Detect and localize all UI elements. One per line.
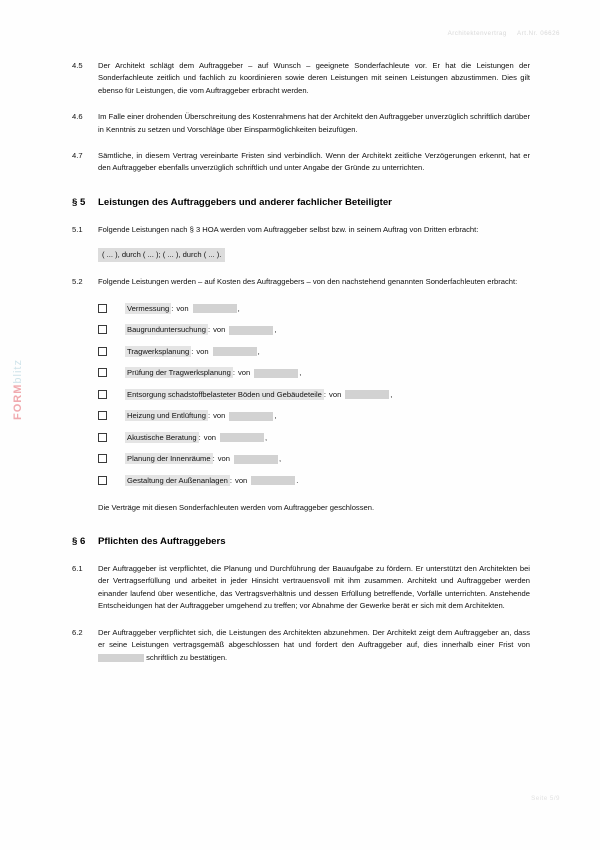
clause-4-7: [72, 150, 530, 175]
clause-number: 5.1: [72, 224, 83, 234]
option-trailing: ,: [265, 432, 268, 442]
clause-text: Im Falle einer drohenden Überschreitung des Kostenrahmens hat der Architekt den Auftraggeber unverzüglich schriftlich darüber in Kenntnis zu setzen und Vorschläge über Einsparmöglichkeiten beizufügen.: [98, 112, 530, 134]
list-item[interactable]: [98, 367, 530, 378]
list-item[interactable]: [98, 475, 530, 486]
option-value-field[interactable]: [220, 433, 264, 442]
header-doc-title: Architektenvertrag: [447, 30, 507, 37]
section-5-closing-note: Die Verträge mit diesen Sonderfachleuten werden vom Auftraggeber geschlossen.: [98, 502, 375, 512]
option-value-field[interactable]: [193, 304, 237, 313]
option-connector: von: [235, 475, 248, 485]
page-number: Seite 5/9: [531, 795, 560, 802]
watermark-brand-bold: FORM: [12, 383, 24, 420]
clause-6-1: [72, 563, 530, 613]
clause-text: Sämtliche, in diesem Vertrag vereinbarte Fristen sind verbindlich. Wenn der Architekt zeitliche Verzögerungen erkennt, hat er den Auftraggeber ebenfalls unverzüglich schriftlich und unter Angabe der Gründe zu unterrichten.: [98, 151, 530, 173]
option-value-field[interactable]: [234, 455, 278, 464]
clause-number: 4.7: [72, 151, 83, 161]
document-header: [448, 30, 560, 37]
list-item[interactable]: [98, 303, 530, 314]
specialist-services-list: [98, 303, 530, 486]
list-item[interactable]: [98, 432, 530, 443]
option-text: Tragwerksplanung : von ,: [127, 346, 260, 356]
list-item[interactable]: [98, 324, 530, 335]
clause-5-1: [72, 224, 530, 236]
option-trailing: ,: [390, 389, 393, 399]
option-value-field[interactable]: [251, 476, 295, 485]
clause-text: [98, 627, 530, 664]
document-content: [72, 60, 530, 678]
checkbox-icon[interactable]: [98, 390, 107, 399]
clause-text: Folgende Leistungen nach § 3 HOA werden vom Auftraggeber selbst bzw. in seinem Auftrag von Dritten erbracht:: [98, 224, 479, 234]
clause-number: 4.5: [72, 61, 83, 70]
option-label: Gestaltung der Außenanlagen: [127, 475, 228, 485]
section-sign: § 6: [72, 536, 86, 548]
clause-number: 6.1: [72, 564, 83, 574]
option-connector: von: [237, 368, 251, 378]
option-label: Vermessung: [127, 303, 170, 313]
option-trailing: ,: [299, 368, 302, 378]
option-text: Vermessung : von ,: [127, 303, 240, 313]
checkbox-icon[interactable]: [98, 411, 107, 420]
option-text: Heizung und Entlüftung : von ,: [127, 411, 277, 421]
clause-text-before: Der Auftraggeber verpflichtet sich, die Leistungen des Architekten abzunehmen. Der Architekt zeigt dem Auftraggeber an, dass er seine Leistungen vertragsgemäß abgeschlossen hat und fordert den Auftraggeber auf, dies innerhalb einer Frist von: [98, 627, 530, 650]
option-text: Prüfung der Tragwerksplanung : von ,: [127, 368, 302, 378]
section-heading-5: [72, 197, 530, 208]
option-text: Akustische Beratung : von ,: [127, 432, 268, 442]
option-value-field[interactable]: [254, 369, 298, 378]
option-value-field[interactable]: [345, 390, 389, 399]
option-connector: von: [329, 389, 342, 399]
list-item[interactable]: [98, 346, 530, 357]
option-trailing: ,: [257, 346, 260, 356]
checkbox-icon[interactable]: [98, 476, 107, 485]
option-trailing: .: [296, 475, 299, 485]
checkbox-icon[interactable]: [98, 433, 107, 442]
option-text: Planung der Innenräume : von ,: [127, 454, 282, 464]
checkbox-icon[interactable]: [98, 325, 107, 334]
clause-5-2: [72, 276, 530, 288]
list-item[interactable]: [98, 410, 530, 421]
option-connector: von: [196, 346, 209, 356]
header-article-number: Art.Nr. 06626: [517, 30, 560, 37]
option-connector: von: [217, 454, 230, 464]
option-text: Baugrunduntersuchung : von ,: [127, 325, 277, 335]
list-item[interactable]: [98, 453, 530, 464]
option-trailing: ,: [274, 325, 277, 335]
option-label: Prüfung der Tragwerksplanung: [127, 368, 231, 378]
option-label: Baugrunduntersuchung: [127, 325, 206, 335]
clause-5-1-field-row: [98, 244, 530, 262]
parties-field[interactable]: ( ... ), durch ( ... ); ( ... ), durch ( ... ).: [98, 248, 225, 262]
section-heading-6: [72, 536, 530, 547]
clause-text-after: schriftlich zu bestätigen.: [146, 652, 228, 662]
option-value-field[interactable]: [229, 412, 273, 421]
checkbox-icon[interactable]: [98, 454, 107, 463]
brand-watermark: [12, 359, 24, 420]
option-label: Planung der Innenräume: [127, 454, 211, 464]
checkbox-icon[interactable]: [98, 304, 107, 313]
section-title: Leistungen des Auftraggebers und anderer fachlicher Beteiligter: [98, 196, 392, 208]
option-label: Entsorgung schadstoffbelasteter Böden und Gebäudeteile: [127, 389, 322, 399]
option-connector: von: [203, 432, 217, 442]
option-label: Tragwerksplanung: [127, 346, 190, 356]
clause-text: Der Architekt schlägt dem Auftraggeber – auf Wunsch – geeignete Sonderfachleute vor. Er hat die Leistungen der Sonderfachleute zeitlich und fachlich zu koordinieren sowie deren Leistungen mit seinen Leistungen abzustimmen. Dies gilt ebenso für Leistungen, die vom Auftraggeber erbracht werden.: [98, 61, 530, 95]
clause-number: 4.6: [72, 112, 83, 122]
clause-4-6: [72, 111, 530, 136]
option-text: Gestaltung der Außenanlagen : von .: [127, 475, 299, 485]
option-value-field[interactable]: [213, 347, 257, 356]
option-text: Entsorgung schadstoffbelasteter Böden und Gebäudeteile : von ,: [127, 389, 393, 399]
option-label: Heizung und Entlüftung: [127, 411, 206, 421]
option-connector: von: [213, 325, 226, 335]
option-value-field[interactable]: [229, 326, 273, 335]
clause-text: Folgende Leistungen werden – auf Kosten des Auftraggebers – von den nachstehend genannten Sonderfachleuten erbracht:: [98, 277, 518, 287]
list-item[interactable]: [98, 389, 530, 400]
option-trailing: ,: [278, 454, 282, 464]
option-label: Akustische Beratung: [127, 432, 197, 442]
clause-4-5: [72, 60, 530, 97]
option-trailing: ,: [237, 303, 240, 313]
option-connector: von: [176, 303, 189, 313]
section-title: Pflichten des Auftraggebers: [98, 536, 226, 548]
clause-number: 6.2: [72, 627, 83, 637]
option-trailing: ,: [274, 411, 277, 421]
clause-number: 5.2: [72, 277, 83, 287]
option-connector: von: [213, 411, 226, 421]
checkbox-icon[interactable]: [98, 368, 107, 377]
checkbox-icon[interactable]: [98, 347, 107, 356]
deadline-field[interactable]: [98, 654, 144, 662]
clause-text: Der Auftraggeber ist verpflichtet, die Planung und Durchführung der Bauaufgabe zu fördern. Er unterstützt den Architekten bei der Vertragserfüllung und arbeitet in jeder Hinsicht vertrauensvoll mit ihm zusammen. Architekt und Auftraggeber werden einander laufend über wesentliche, das Vertragsverhältnis und dessen Erfüllung betreffende, Vorfälle unterrichten. Anstehende Entscheidungen hat der Auftraggeber umgehend zu treffen; vor Abnahme der Gewerke berät er sich mit dem Architekten.: [98, 564, 530, 611]
clause-6-2: [72, 627, 530, 664]
section-sign: § 5: [72, 196, 86, 208]
watermark-brand-light: blitz: [12, 359, 24, 384]
